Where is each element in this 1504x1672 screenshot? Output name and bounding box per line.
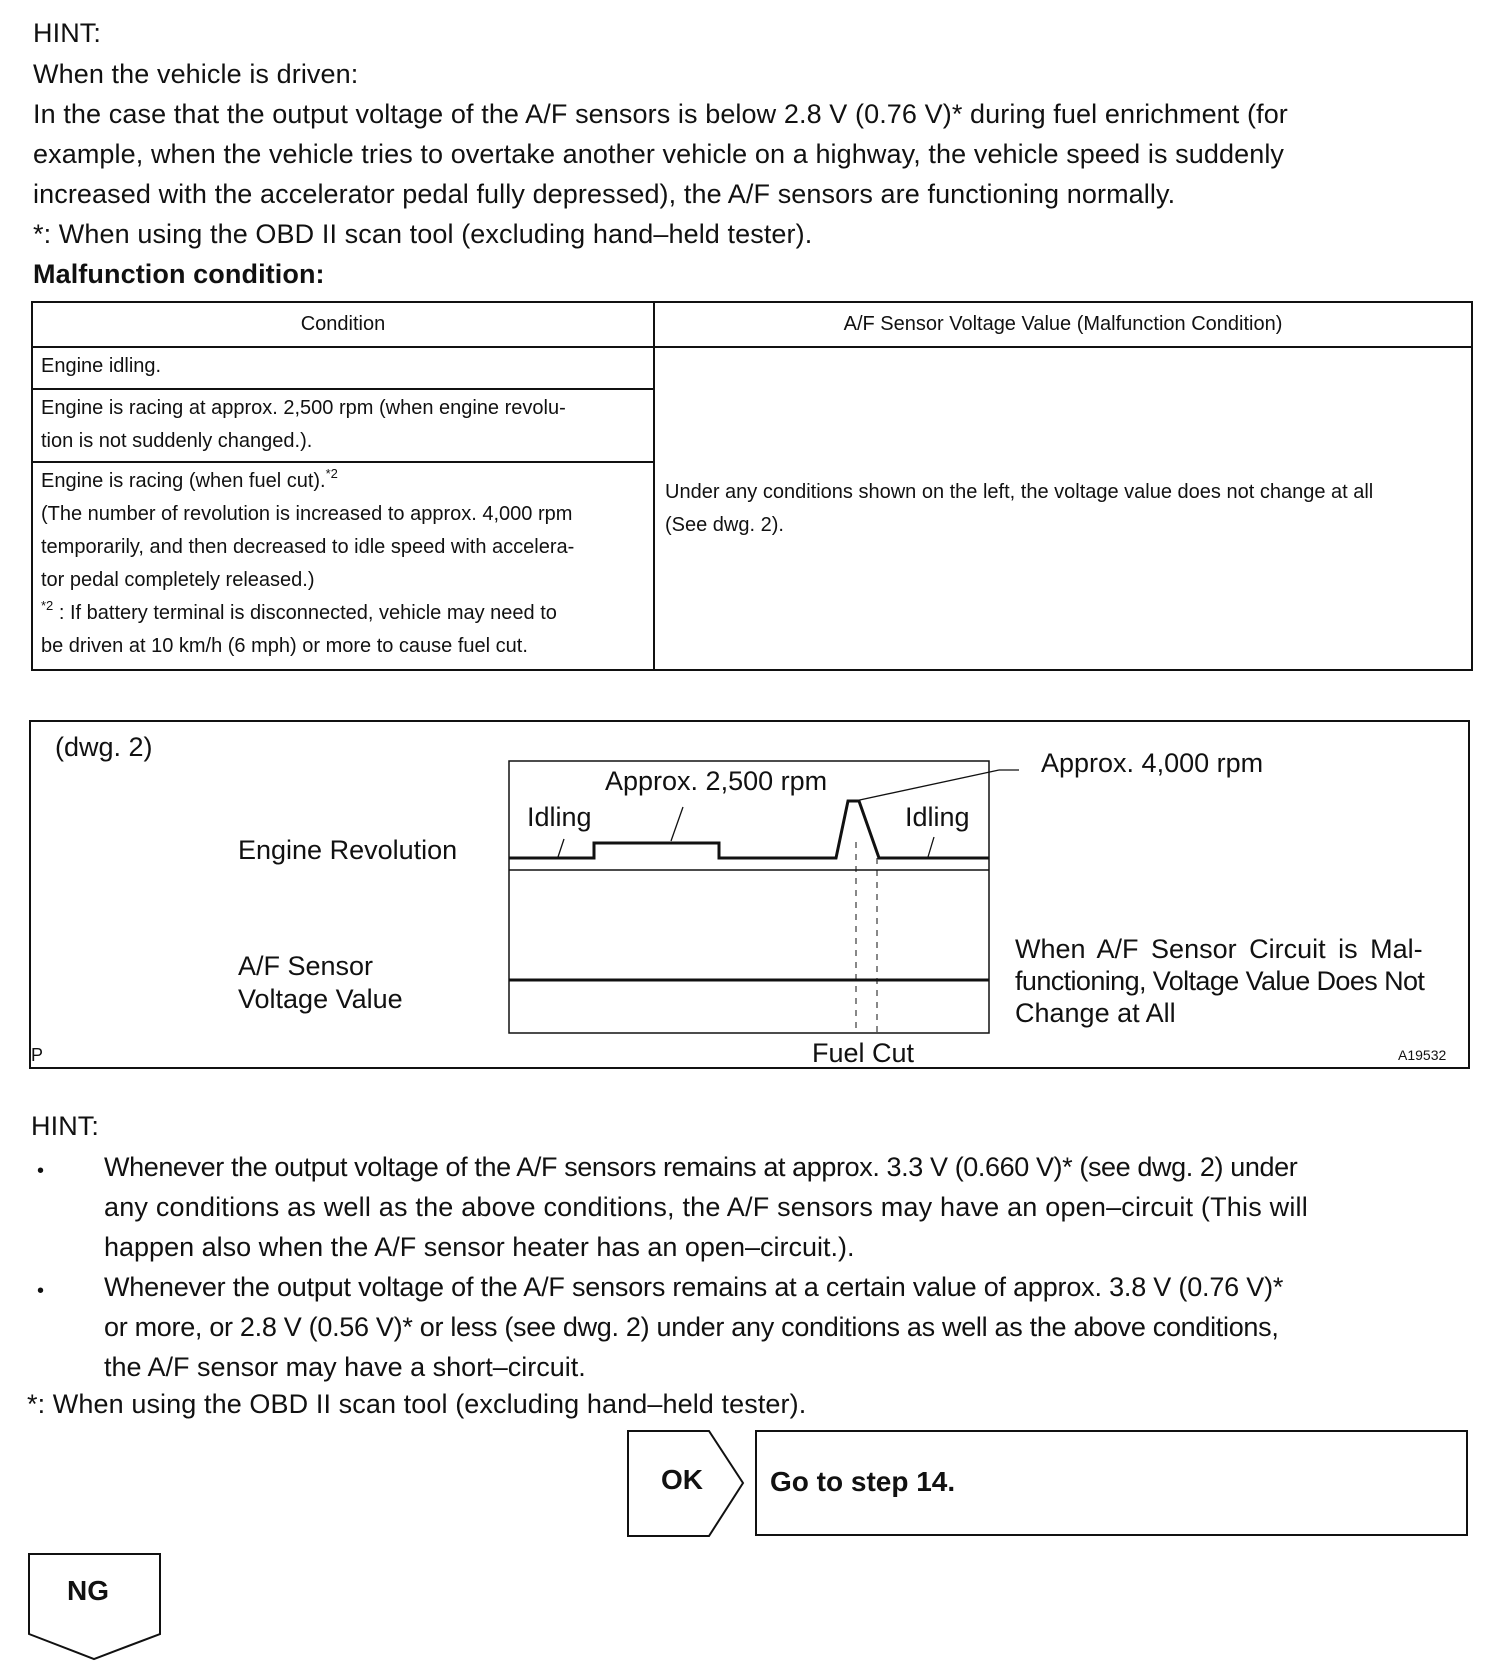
idling-right-label: Idling [905, 802, 970, 832]
approx-2500-label: Approx. 2,500 rpm [605, 766, 828, 796]
hint-driven-line: When the vehicle is driven: [33, 59, 359, 89]
leader-4000-a [855, 770, 999, 801]
ng-label: NG [67, 1575, 109, 1606]
footnote-text: : If battery terminal is disconnected, vehicle may need to [53, 602, 557, 625]
malfunction-note-line-2: functioning, Voltage Value Does Not [1015, 966, 1425, 996]
bullet-2-icon: • [37, 1280, 45, 1302]
approx-4000-label: Approx. 4,000 rpm [1041, 748, 1264, 778]
leader-2500 [671, 807, 683, 841]
malfunction-heading: Malfunction condition: [33, 259, 325, 289]
condition-text-line: tor pedal completely released.) [41, 569, 315, 592]
corner-p-label: P [31, 1045, 44, 1065]
condition-text-line [41, 597, 645, 630]
drawing-tag: (dwg. 2) [55, 732, 153, 762]
footnote-marker: *2 [325, 465, 338, 481]
bullet-2-line: or more, or 2.8 V (0.56 V)* or less (see dwg. 2) under any conditions as well as the above conditions, [104, 1312, 1279, 1342]
leader-idling-right [928, 837, 934, 857]
malfunction-note-line-1: When A/F Sensor Circuit is Mal- [1015, 934, 1423, 964]
table-header-row [32, 302, 1472, 347]
condition-text-line: temporarily, and then decreased to idle speed with accelera- [41, 536, 575, 559]
malfunction-table [31, 301, 1473, 671]
bullet-1-line: happen also when the A/F sensor heater has an open–circuit.). [104, 1232, 855, 1262]
leader-idling-left [558, 839, 564, 857]
bullet-1-line: Whenever the output voltage of the A/F sensors remains at approx. 3.3 V (0.660 V)* (see dwg. 2) under [104, 1152, 1298, 1182]
hint-paragraph-line-3: increased with the accelerator pedal fully depressed), the A/F sensors are functioning normally. [33, 179, 1176, 209]
condition-text-line: tion is not suddenly changed.). [41, 430, 313, 452]
idling-left-label: Idling [527, 802, 592, 832]
hint-2-heading: HINT: [31, 1111, 99, 1141]
bullet-1-icon: • [37, 1160, 45, 1182]
go-to-step-text: Go to step 14. [770, 1466, 956, 1497]
condition-racing-2500 [32, 389, 654, 462]
bullet-1-line: any conditions as well as the above conditions, the A/F sensors may have an open–circuit (This will [104, 1192, 1308, 1222]
ng-arrow-box [28, 1553, 164, 1663]
condition-fuel-cut-title: Engine is racing (when fuel cut). [41, 470, 326, 493]
condition-text-line: Engine is racing at approx. 2,500 rpm (when engine revolu- [41, 397, 566, 419]
af-sensor-label-line-2: Voltage Value [238, 984, 403, 1014]
condition-text-line: (The number of revolution is increased to approx. 4,000 rpm [41, 503, 573, 526]
ok-branch[interactable] [627, 1430, 755, 1543]
hint-paragraph-line-2: example, when the vehicle tries to overtake another vehicle on a highway, the vehicle speed is suddenly [33, 139, 1285, 169]
hint-2-bullet-2 [104, 1267, 1474, 1387]
bullet-2-line: Whenever the output voltage of the A/F sensors remains at a certain value of approx. 3.8 V (0.76 V)* [104, 1272, 1284, 1302]
drawing-2-figure [29, 720, 1470, 1069]
hint-paragraph-line-1: In the case that the output voltage of the A/F sensors is below 2.8 V (0.76 V)* during fuel enrichment (for [33, 99, 1288, 129]
ng-branch[interactable] [28, 1553, 164, 1668]
voltage-result-cell [654, 347, 1472, 670]
fuel-cut-label: Fuel Cut [812, 1038, 915, 1068]
figure-id-label: A19532 [1398, 1047, 1447, 1063]
column-header-voltage: A/F Sensor Voltage Value (Malfunction Condition) [654, 302, 1472, 347]
condition-text-line: be driven at 10 km/h (6 mph) or more to cause fuel cut. [41, 635, 528, 658]
voltage-result-line-1: Under any conditions shown on the left, the voltage value does not change at all [665, 480, 1374, 503]
ok-label: OK [661, 1464, 703, 1495]
condition-fuel-cut [32, 462, 654, 670]
footnote-marker: *2 [41, 597, 54, 613]
table-row [32, 347, 1472, 389]
hint-2-bullet-1 [104, 1147, 1474, 1267]
condition-idling: Engine idling. [32, 347, 654, 389]
hint-2-footnote: *: When using the OBD II scan tool (excluding hand–held tester). [27, 1389, 807, 1419]
malfunction-note-line-3: Change at All [1015, 998, 1176, 1028]
bullet-2-line: the A/F sensor may have a short–circuit. [104, 1352, 586, 1382]
voltage-result-line-2: (See dwg. 2). [665, 513, 784, 536]
hint-heading: HINT: [33, 18, 101, 48]
column-header-condition: Condition [32, 302, 654, 347]
hint-footnote: *: When using the OBD II scan tool (excluding hand–held tester). [33, 219, 813, 249]
condition-text-line [41, 465, 645, 498]
af-sensor-label-line-1: A/F Sensor [238, 951, 374, 981]
go-to-step-box[interactable] [755, 1430, 1468, 1536]
engine-revolution-label: Engine Revolution [238, 835, 458, 865]
